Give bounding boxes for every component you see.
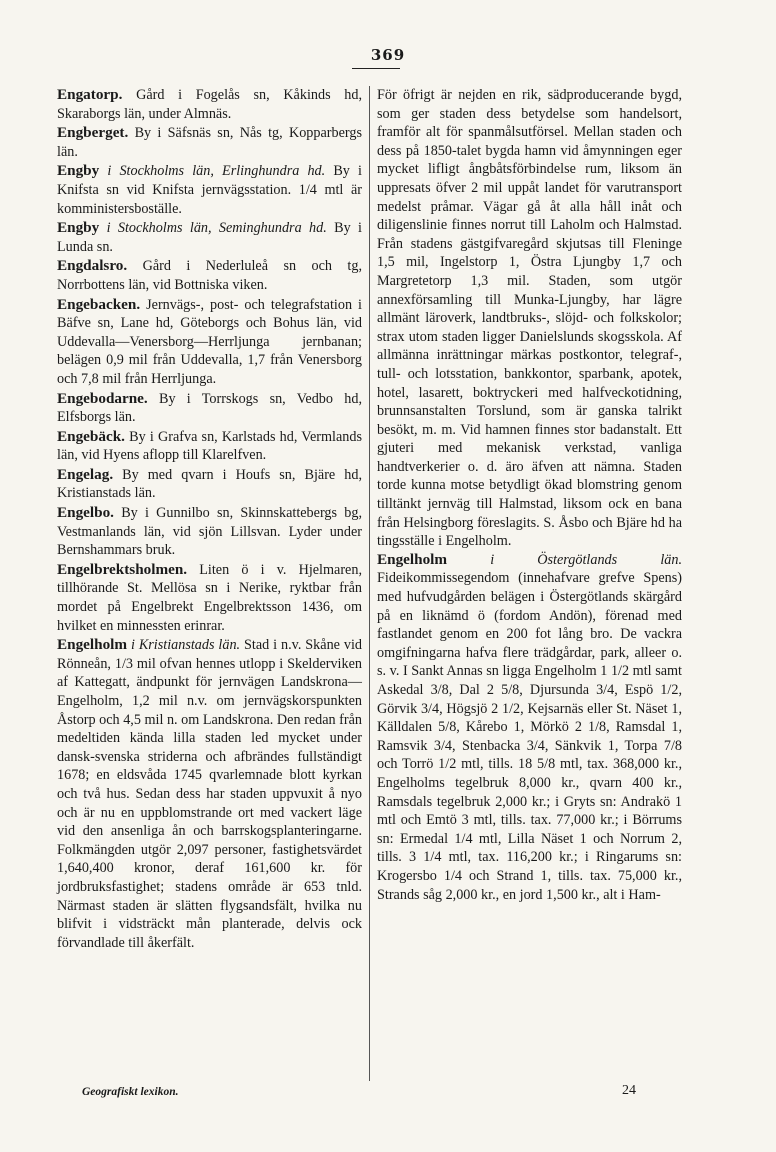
dictionary-entry (57, 561, 362, 635)
entry-text: Stad i n.v. Skåne vid Rönneån, 1/3 mil ofvan hennes utlopp i Skelderviken af Kattegatt, ändpunkt för jernvägen Landskrona—Engelholm, 1,2 mil n.v. om jernvägskorspunkten Åstorp och 4,5 mil n. om Landskrona. Den redan från medeltiden kända lilla staden led mycket under dansk-svenska striderna och afbrändes fullständigt 1678; en eldsvåda 1745 qvarlemnade blott kyrkan och två hus. Sedan dess har staden uppvuxit å nyo och är nu en uppblomstrande ort med vackert läge vid den ansenliga ån och barrskogsplanteringarne. Folkmängden utgör 2,097 personer, fastighetsvärdet 1,640,400 kronor, deraf 161,600 kr. för jordbruksfastighet; stadens område är 653 tnld. Närmast staden är slätten flygsandsfält, hvilka nu blifvit i vidsträckt mån planterade, delvis ock förvandlade till åkerfält. (57, 637, 363, 951)
entry-text: Fideikommissegendom (innehafvare grefve Spens) med hufvudgården belägen i Östergötlands skärgård på en liknämd ö (fordom Andön), förenad med fastlandet genom en 200 fot lång bro. De vackra omgifningarna hafva flere trädgårdar, park, alleer o. s. v. I Sankt Annas sn ligga Engelholm 1 1/2 mtl samt Askedal 3/8, Dal 2 5/8, Djursunda 3/4, Espö 1/2, Görvik 3/4, Högsjö 2 1/2, Kejsarnäs eller St. Näset 1, Källdalen 5/8, Kårebo 1, Mörkö 2 1/8, Ramsdal 1, Ramsvik 3/4, Stenbacka 3/4, Sänkvik 1, Torpa 7/8 och Torrö 1/2 mtl, tills. 18 5/8 mtl, tax. 368,000 kr., Engelholms tegelbruk 8,000 kr., qvarn 400 kr., Ramsdals tegelbruk 2,000 kr.; i Gryts sn: Andrakö 1 mtl och Emtö 3 mtl, tills. tax. 77,000 kr.; i Börrums sn: Ermedal 1/4 mtl, Lilla Näset 1 och Norrum 2, tills. 3 1/4 mtl, tax. 116,200 kr.; i Ringarums sn: Krogersbo 1/4 och Strand 1, tills. tax. 75,000 kr., Strands såg 2,000 kr., en jord 1,500 kr., alt i Ham- (377, 570, 682, 903)
entry-headword: Engelbo. (57, 504, 114, 522)
dictionary-entry (57, 124, 362, 161)
entry-headword: Engdalsro. (57, 257, 128, 275)
entry-text: By i Säfsnäs sn, Nås tg, Kopparbergs län. (57, 125, 362, 160)
dictionary-entry (57, 636, 362, 952)
dictionary-entry (57, 390, 362, 427)
entry-headword: Engelholm (377, 550, 448, 568)
dictionary-entry (57, 428, 362, 465)
page-number-rule (352, 68, 400, 69)
entry-headword: Engebodarne. (57, 389, 148, 407)
dictionary-entry (57, 86, 362, 123)
entry-headword: Engelbrektsholmen. (57, 560, 188, 578)
entry-headword: Engatorp. (57, 86, 123, 103)
entry-qualifier: i Kristianstads län. (127, 637, 241, 654)
entry-headword: Engelholm (57, 636, 128, 654)
entry-headword: Engebacken. (57, 295, 141, 313)
footer-publication-title: Geografiskt lexikon. (82, 1086, 179, 1098)
entry-text: By i Torrskogs sn, Vedbo hd, Elfsborgs län. (57, 390, 362, 426)
entry-text: Gård i Nederluleå sn och tg, Norrbottens län, vid Bottniska viken. (57, 258, 362, 293)
page-number: 369 (370, 46, 406, 64)
dictionary-entry (57, 466, 362, 503)
entry-text: By med qvarn i Houfs sn, Bjäre hd, Kristianstads län. (57, 466, 362, 502)
entry-text: By i Lunda sn. (57, 220, 362, 255)
entry-qualifier: i Östergötlands län. (447, 551, 682, 568)
entry-text: Gård i Fogelås sn, Kåkinds hd, Skaraborgs län, under Almnäs. (57, 87, 362, 122)
entry-headword: Engberget. (57, 124, 129, 142)
entry-qualifier: i Stockholms län, Seminghundra hd. (99, 220, 327, 237)
dictionary-entry (57, 296, 362, 389)
entry-headword: Engby (57, 219, 100, 237)
right-column (377, 86, 682, 904)
entry-qualifier: i Stockholms län, Erlinghundra hd. (99, 163, 326, 180)
column-divider (369, 86, 370, 1081)
dictionary-entry (377, 551, 682, 904)
dictionary-entry (57, 257, 362, 294)
engelholm-continuation-text: För öfrigt är nejden en rik, sädproducerande bygd, som ger staden dess betydelse som handelsort, framför alt för spanmålsutförsel. Mellan staden och dess på 1850-talet bygda hamn vid åmynningen eger mycket lifligt ångbåtsförbindelse rum, liksom än uppresats öfver 2 mil uppåt landet för varutransport medelst pråmar. Vägar gå åt alla håll inåt och diligenslinie finnes norrut till Laholm och Halmstad. Från stadens gästgifvaregård skjutsas till Fleninge 1,5 mil, Ingelstorp 1, Östra Ljungby 1,7 och Margretetorp 1,3 mil. Staden, som utgör annexförsamling till Munka-Ljungby, har lägre allmänt läroverk, landtbruks-, slöjd- och folkskolor; strax utom staden ligger Danielslunds skogsskola. Af allmänna inrättningar märkas postkontor, telegraf-, tull- och lotsstation, bankkontor, sparbank, apotek, hotel, lasarett, boktryckeri med halfveckotidning, brunnsanstalten Torslund, som är ganska talrikt besökt, m. m. Vid hamnen finnes stor badanstalt. Ett gjuteri med mekanisk verkstad, vanliga handtverkerier o. d. äro äfven att nämna. Staden torde kunna motse betydligt ökad blomstring genom tilltänkt jernväg till Halmstad, liksom ock en bana från Helsingborg föreslagits. S. Åsbo och Bjäre hd ha tingsställe i Engelholm. (377, 87, 682, 550)
footer-signature-number: 24 (622, 1083, 636, 1098)
dictionary-entry (57, 162, 362, 218)
entry-text: Jernvägs-, post- och telegrafstation i Bäfve sn, Lane hd, Göteborgs och Bohus län, vid Uddevalla—Venersborg—Herrljunga jernbanan; belägen 0,9 mil från Uddevalla, 1,7 från Venersborg och 7,8 mil från Herrljunga. (57, 296, 362, 387)
entry-headword: Engelag. (57, 465, 114, 483)
dictionary-entry (57, 504, 362, 560)
entry-headword: Engebäck. (57, 427, 125, 445)
entry-text: By i Knifsta sn vid Knifsta jernvägsstation. 1/4 mtl är komministersboställe. (57, 163, 362, 217)
entry-text: Liten ö i v. Hjelmaren, tillhörande St. Mellösa sn i Nerike, ryktbar från mordet på Engelbrekt Engelbrektsson 1436, om hvilket en minnessten erinrar. (57, 561, 362, 634)
dictionary-entry (57, 219, 362, 256)
entry-text: By i Gunnilbo sn, Skinnskattebergs bg, Vestmanlands län, vid sjön Lillsvan. Lyder under Bernshammars bruk. (57, 505, 362, 559)
left-column (57, 86, 362, 952)
entry-headword: Engby (57, 162, 100, 180)
entry-text: By i Grafva sn, Karlstads hd, Vermlands län, vid Hyens aflopp till Klarelfven. (57, 428, 362, 464)
